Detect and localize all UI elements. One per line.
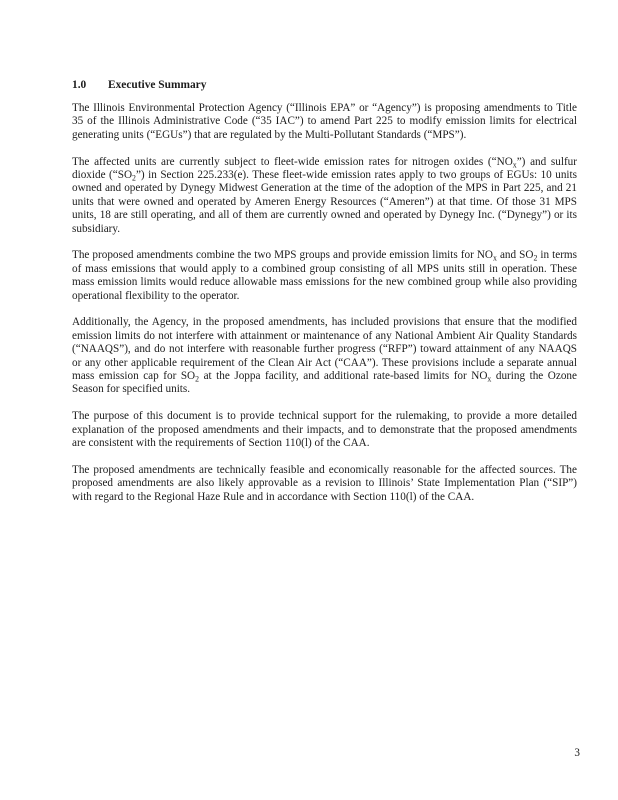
text-run: The proposed amendments combine the two MPS groups and provide emission limits for NO [72,249,493,262]
section-heading [72,78,206,92]
section-title: Executive Summary [108,79,207,91]
paragraph-6 [72,464,577,504]
paragraph-4 [72,316,577,396]
executive-summary-body [72,102,577,518]
text-run: in terms of mass emissions that would apply to a combined group consisting of all MPS units still in operation. These mass emission limits would reduce allowable mass emissions for the new combined group while also providing operational flexibility to the operator. [72,249,577,302]
text-run: ”) in Section 225.233(e). These fleet-wide emission rates apply to two groups of EGUs: 10 units owned and operated by Dynegy Midwest Generation at the time of the adoption of the MPS in Part 225, and 21 units that were owned and operated by Ameren Energy Resources (“Ameren”) at that time. Of those 31 MPS units, 18 are still operating, and all of them are currently owned and operated by Dynegy Inc. (“Dynegy”) or its subsidiary. [72,169,577,235]
page-number: 3 [574,747,580,759]
text-run: The affected units are currently subject to fleet-wide emission rates for nitrogen oxides (“NO [72,155,513,168]
text-run: ”) and sulfur dioxide (“SO [72,155,577,182]
subscript: x [512,159,517,169]
text-run: Additionally, the Agency, in the proposed amendments, has included provisions that ensure that the modified emission limits do not interfere with attainment or maintenance of any National Ambient Air Quality Standards (“NAAQS”), and do not interfere with reasonable further progress (“RFP”) toward attainment of any NAAQS or any other applicable requirement of the Clean Air Act (“CAA”). These provisions include a separate annual mass emission cap for SO [72,316,577,383]
text-run: at the Joppa facility, and additional rate-based limits for NO [199,370,488,383]
text-run: The Illinois Environmental Protection Agency (“Illinois EPA” or “Agency”) is proposing amendments to Title 35 of the Illinois Administrative Code (“35 IAC”) to amend Part 225 to modify emission limits for electrical generating units (“EGUs”) that are regulated by the Multi-Pollutant Standards (“MPS”). [72,102,577,141]
subscript: 2 [533,253,538,263]
paragraph-5 [72,410,577,450]
paragraph-3 [72,249,577,303]
subscript: 2 [195,374,200,384]
subscript: x [492,253,497,263]
text-run: The proposed amendments are technically feasible and economically reasonable for the affected sources. The proposed amendments are also likely approvable as a revision to Illinois’ State Implementation Plan (“SIP”) with regard to the Regional Haze Rule and in accordance with Section 110(l) of the CAA. [72,463,577,503]
subscript: x [487,374,492,384]
paragraph-1 [72,102,577,142]
text-run: The purpose of this document is to provide technical support for the rulemaking, to provide a more detailed explanation of the proposed amendments and their impacts, and to demonstrate that the proposed amendments are consistent with the requirements of Section 110(l) of the CAA. [72,410,577,450]
text-run: and SO [496,249,534,262]
subscript: 2 [132,173,136,183]
paragraph-2 [72,156,577,236]
text-run: during the Ozone Season for specified units. [72,370,577,396]
section-number: 1.0 [72,79,87,91]
